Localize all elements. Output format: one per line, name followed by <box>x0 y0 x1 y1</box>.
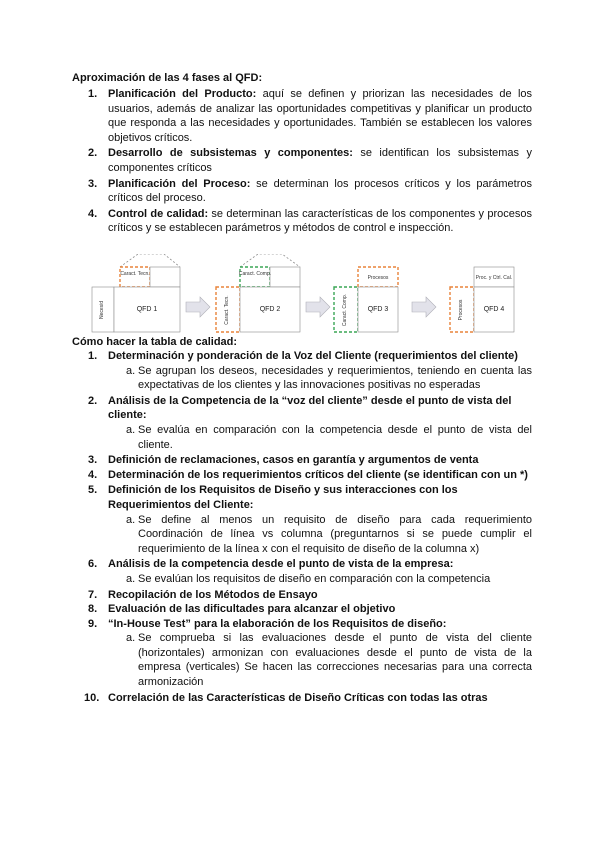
qfd-label-4: QFD 4 <box>483 306 505 313</box>
arrow-1-icon <box>186 297 210 317</box>
list-item: 2. Análisis de la Competencia de la “voz del cliente” desde el punto de vista del cliente: a. Se evalúa en comparación con la competencia desde el punto de vista del cliente. <box>88 394 532 451</box>
arrow-2-icon <box>306 297 330 317</box>
side-label-1: Necesid <box>99 300 105 320</box>
top-label-2: Caract. Comp. <box>238 271 272 277</box>
side-label-2: Caract. Tecn. <box>224 295 230 325</box>
arrow-3-icon <box>412 297 436 317</box>
list-item: 9. “In-House Test” para la elaboración de los Requisitos de diseño: a. Se comprueba si las evaluaciones desde el punto de vista del cliente (horizontales) armonizan con evaluaciones desde el punto de vista de la empresa (verticales) Se hacen las correcciones necesarias para una correcta armonización <box>88 617 532 689</box>
list-item: 7. Recopilación de los Métodos de Ensayo <box>88 588 318 601</box>
list-item: 1. Determinación y ponderación de la Voz del Cliente (requerimientos del cliente) a. Se agrupan los deseos, necesidades y requerimientos, teniendo en cuenta las expectativas de los clientes y las innovaciones positivas no esperadas <box>88 350 532 392</box>
side-label-3: Caract. Comp. <box>342 293 348 327</box>
list-item: 8. Evaluación de las dificultades para alcanzar el objetivo <box>88 603 396 616</box>
top-box-2 <box>240 267 270 287</box>
sub-item: a. Se comprueba si las evaluaciones desde el punto de vista del cliente (horizontales) armonizan con evaluaciones desde el punto de vista de la empresa (verticales) Se hacen las correcciones necesarias para una correcta armonización <box>126 632 532 689</box>
side-label-4: Procesos <box>458 299 464 321</box>
list-item: 1. Planificación del Producto: aquí se definen y priorizan las necesidades de los usuarios, además de analizar las oportunidades competitivas y planificar un producto que responda a las necesidades y oportunidades. También se establecen los valores objetivos críticos. <box>88 88 533 144</box>
top-label-1: Caract. Tecn. <box>120 271 150 277</box>
list-item: 4. Determinación de los requerimientos críticos del cliente (se identifican con un *) <box>88 468 528 481</box>
list-item: 3. Planificación del Proceso: se determinan los procesos críticos y los parámetros críticos del proceso. <box>88 177 533 205</box>
qfd-box-4 <box>450 267 514 332</box>
section-calidad-title: Cómo hacer la tabla de calidad: <box>72 336 238 348</box>
list-item: 6. Análisis de la competencia desde el punto de vista de la empresa: a. Se evalúan los requisitos de diseño en comparación con la competencia <box>88 557 532 586</box>
top-box-1b <box>150 267 180 287</box>
sub-item: a. Se agrupan los deseos, necesidades y requerimientos, teniendo en cuenta las expectativas de los clientes y las innovaciones positivas no esperadas <box>126 364 532 392</box>
sub-item: a. Se evalúa en comparación con la competencia desde el punto de vista del cliente. <box>126 423 532 451</box>
list-item: 4. Control de calidad: se determinan las características de los componentes y procesos críticos y se establecen parámetros y métodos de control e inspección. <box>88 207 532 235</box>
top-box-1 <box>120 267 150 287</box>
list-item: 3. Definición de reclamaciones, casos en garantía y argumentos de venta <box>88 454 479 467</box>
sub-item: a. Se evalúan los requisitos de diseño en comparación con la competencia <box>126 572 491 585</box>
qfd-box-1 <box>92 254 180 332</box>
qfd-label-1: QFD 1 <box>136 306 158 313</box>
qfd-box-2 <box>216 254 300 332</box>
top-box-2b <box>270 267 300 287</box>
list-item: 5. Definición de los Requisitos de Diseño y sus interacciones con los Requerimientos del Cliente: a. Se define al menos un requisito de diseño para cada requerimiento Coordinación de línea vs columna (preguntarnos si se puede cumplir el requerimiento de la línea x con el requisito de diseño de la columna x) <box>88 484 532 555</box>
sub-item: a. Se define al menos un requisito de diseño para cada requerimiento Coordinación de línea vs columna (preguntarnos si se puede cumplir el requerimiento de la línea x con el requisito de diseño de la columna x) <box>126 513 532 555</box>
top-label-3: Procesos <box>367 275 389 281</box>
list-item: 2. Desarrollo de subsistemas y componentes: se identifican los subsistemas y componentes críticos <box>88 147 532 174</box>
roof-1 <box>120 254 180 267</box>
fases-list <box>88 87 532 237</box>
top-label-4: Proc. y Ctrl. Cal. <box>475 275 513 281</box>
qfd-phases-diagram <box>90 254 530 334</box>
qfd-label-2: QFD 2 <box>259 306 281 313</box>
qfd-box-3 <box>334 267 398 332</box>
roof-2 <box>240 254 300 267</box>
list-item: 10. Correlación de las Características de Diseño Críticas con todas las otras <box>84 691 488 704</box>
section-fases-title: Aproximación de las 4 fases al QFD: <box>72 72 263 84</box>
qfd-label-3: QFD 3 <box>367 306 389 313</box>
calidad-list <box>84 349 532 706</box>
